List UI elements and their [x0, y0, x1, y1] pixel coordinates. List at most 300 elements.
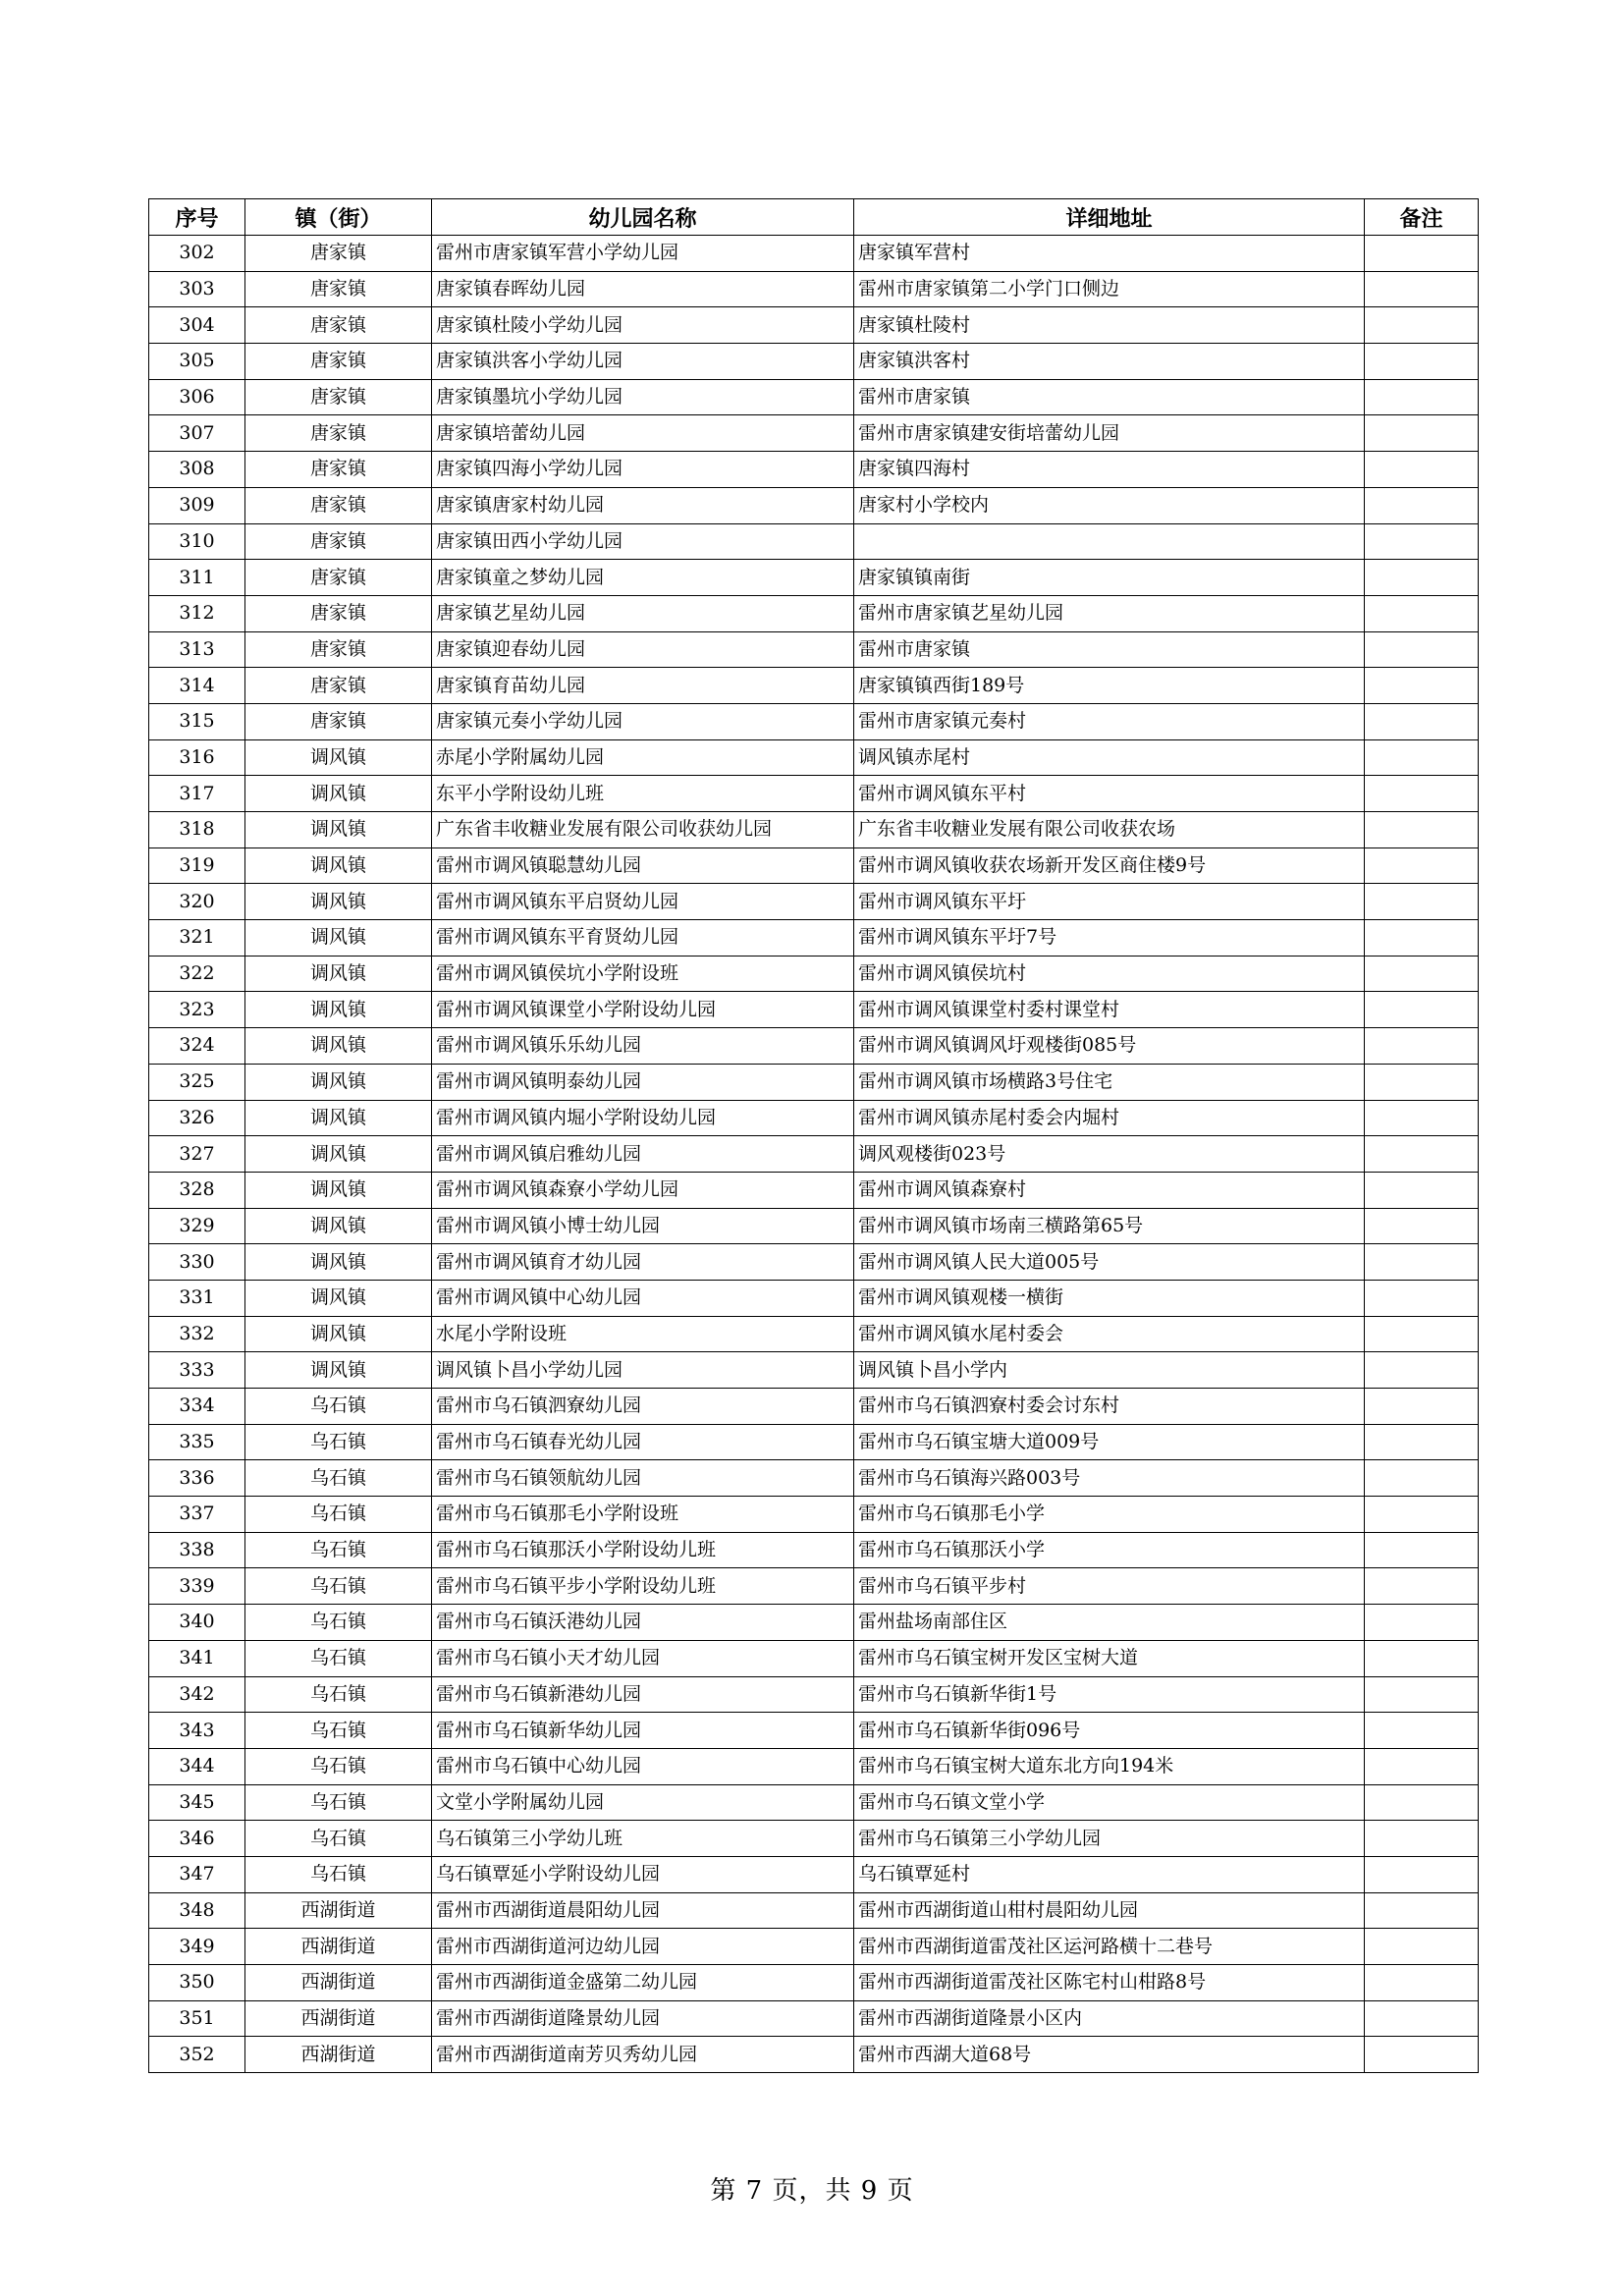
- cell-kindergarten-name: 唐家镇四海小学幼儿园: [432, 452, 854, 488]
- cell-address: 雷州市调风镇森寮村: [854, 1172, 1365, 1208]
- cell-remarks: [1365, 1389, 1479, 1425]
- cell-kindergarten-name: 雷州市乌石镇沃港幼儿园: [432, 1605, 854, 1641]
- table-row: [149, 1676, 1479, 1713]
- table-row: [149, 1424, 1479, 1460]
- cell-kindergarten-name: 唐家镇童之梦幼儿园: [432, 560, 854, 596]
- cell-remarks: [1365, 1352, 1479, 1389]
- cell-serial-number: 314: [149, 668, 245, 704]
- cell-town: 唐家镇: [245, 487, 432, 523]
- cell-remarks: [1365, 1713, 1479, 1749]
- table-row: [149, 236, 1479, 272]
- cell-town: 唐家镇: [245, 379, 432, 415]
- table-row: [149, 415, 1479, 452]
- cell-serial-number: 346: [149, 1821, 245, 1857]
- cell-address: 雷州市调风镇课堂村委村课堂村: [854, 992, 1365, 1028]
- table-row: [149, 1244, 1479, 1281]
- cell-kindergarten-name: 雷州市调风镇东平启贤幼儿园: [432, 884, 854, 920]
- table-body: [149, 236, 1479, 2073]
- cell-town: 调风镇: [245, 1208, 432, 1244]
- cell-address: [854, 523, 1365, 560]
- cell-kindergarten-name: 广东省丰收糖业发展有限公司收获幼儿园: [432, 812, 854, 848]
- cell-remarks: [1365, 703, 1479, 739]
- cell-kindergarten-name: 雷州市调风镇小博士幼儿园: [432, 1208, 854, 1244]
- cell-serial-number: 352: [149, 2037, 245, 2073]
- cell-town: 西湖街道: [245, 1965, 432, 2001]
- cell-kindergarten-name: 雷州市调风镇侯坑小学附设班: [432, 956, 854, 992]
- cell-remarks: [1365, 1064, 1479, 1100]
- cell-town: 唐家镇: [245, 668, 432, 704]
- cell-remarks: [1365, 1280, 1479, 1316]
- cell-kindergarten-name: 唐家镇洪客小学幼儿园: [432, 344, 854, 380]
- cell-address: 雷州市西湖大道68号: [854, 2037, 1365, 2073]
- cell-address: 雷州市唐家镇元奏村: [854, 703, 1365, 739]
- cell-town: 乌石镇: [245, 1821, 432, 1857]
- cell-town: 调风镇: [245, 1280, 432, 1316]
- cell-remarks: [1365, 1929, 1479, 1965]
- table-row: [149, 487, 1479, 523]
- cell-remarks: [1365, 1532, 1479, 1568]
- table-row: [149, 523, 1479, 560]
- cell-serial-number: 309: [149, 487, 245, 523]
- cell-address: 雷州市乌石镇那沃小学: [854, 1532, 1365, 1568]
- cell-address: 雷州市西湖街道山柑村晨阳幼儿园: [854, 1892, 1365, 1929]
- table-row: [149, 1460, 1479, 1497]
- cell-kindergarten-name: 唐家镇元奏小学幼儿园: [432, 703, 854, 739]
- cell-serial-number: 305: [149, 344, 245, 380]
- table-row: [149, 1965, 1479, 2001]
- cell-kindergarten-name: 唐家镇艺星幼儿园: [432, 595, 854, 631]
- cell-town: 西湖街道: [245, 1929, 432, 1965]
- cell-address: 雷州市调风镇侯坑村: [854, 956, 1365, 992]
- cell-remarks: [1365, 739, 1479, 776]
- cell-kindergarten-name: 雷州市乌石镇新港幼儿园: [432, 1676, 854, 1713]
- cell-remarks: [1365, 1605, 1479, 1641]
- kindergarten-table: [148, 198, 1479, 2073]
- table-row: [149, 1748, 1479, 1784]
- cell-remarks: [1365, 956, 1479, 992]
- cell-remarks: [1365, 1784, 1479, 1821]
- cell-kindergarten-name: 唐家镇迎春幼儿园: [432, 631, 854, 668]
- cell-town: 乌石镇: [245, 1497, 432, 1533]
- table-row: [149, 1100, 1479, 1136]
- table-row: [149, 1352, 1479, 1389]
- cell-kindergarten-name: 雷州市乌石镇那毛小学附设班: [432, 1497, 854, 1533]
- cell-town: 乌石镇: [245, 1713, 432, 1749]
- cell-town: 调风镇: [245, 884, 432, 920]
- header-serial-number: 序号: [149, 199, 245, 236]
- cell-kindergarten-name: 调风镇卜昌小学幼儿园: [432, 1352, 854, 1389]
- cell-address: 雷州市调风镇市场横路3号住宅: [854, 1064, 1365, 1100]
- cell-town: 调风镇: [245, 776, 432, 812]
- table-row: [149, 1568, 1479, 1605]
- cell-serial-number: 329: [149, 1208, 245, 1244]
- cell-remarks: [1365, 992, 1479, 1028]
- table-row: [149, 1784, 1479, 1821]
- page-footer: 第 7 页，共 9 页: [710, 2176, 914, 2206]
- cell-town: 乌石镇: [245, 1389, 432, 1425]
- table-row: [149, 2037, 1479, 2073]
- table-row: [149, 1136, 1479, 1173]
- cell-address: 唐家镇镇南街: [854, 560, 1365, 596]
- cell-town: 唐家镇: [245, 236, 432, 272]
- table-row: [149, 560, 1479, 596]
- cell-remarks: [1365, 236, 1479, 272]
- cell-town: 唐家镇: [245, 595, 432, 631]
- table-row: [149, 776, 1479, 812]
- cell-serial-number: 345: [149, 1784, 245, 1821]
- table-row: [149, 812, 1479, 848]
- cell-town: 唐家镇: [245, 344, 432, 380]
- cell-serial-number: 326: [149, 1100, 245, 1136]
- cell-remarks: [1365, 1821, 1479, 1857]
- cell-serial-number: 330: [149, 1244, 245, 1281]
- cell-town: 乌石镇: [245, 1856, 432, 1892]
- cell-kindergarten-name: 雷州市调风镇聪慧幼儿园: [432, 847, 854, 884]
- table-row: [149, 2000, 1479, 2037]
- cell-serial-number: 334: [149, 1389, 245, 1425]
- cell-town: 乌石镇: [245, 1676, 432, 1713]
- cell-address: 雷州市唐家镇第二小学门口侧边: [854, 271, 1365, 307]
- cell-remarks: [1365, 884, 1479, 920]
- cell-remarks: [1365, 379, 1479, 415]
- cell-remarks: [1365, 1856, 1479, 1892]
- cell-town: 乌石镇: [245, 1784, 432, 1821]
- table-row: [149, 1929, 1479, 1965]
- cell-kindergarten-name: 雷州市调风镇东平育贤幼儿园: [432, 920, 854, 957]
- cell-serial-number: 332: [149, 1316, 245, 1352]
- cell-serial-number: 347: [149, 1856, 245, 1892]
- cell-kindergarten-name: 雷州市西湖街道河边幼儿园: [432, 1929, 854, 1965]
- table-row: [149, 307, 1479, 344]
- cell-remarks: [1365, 2000, 1479, 2037]
- cell-serial-number: 312: [149, 595, 245, 631]
- cell-address: 雷州市乌石镇宝树大道东北方向194米: [854, 1748, 1365, 1784]
- cell-town: 唐家镇: [245, 523, 432, 560]
- table-row: [149, 1605, 1479, 1641]
- cell-serial-number: 338: [149, 1532, 245, 1568]
- cell-address: 雷州市乌石镇宝树开发区宝树大道: [854, 1640, 1365, 1676]
- cell-remarks: [1365, 920, 1479, 957]
- cell-serial-number: 316: [149, 739, 245, 776]
- cell-town: 唐家镇: [245, 452, 432, 488]
- cell-town: 唐家镇: [245, 631, 432, 668]
- cell-town: 乌石镇: [245, 1748, 432, 1784]
- cell-remarks: [1365, 307, 1479, 344]
- cell-serial-number: 349: [149, 1929, 245, 1965]
- cell-address: 雷州市调风镇收获农场新开发区商住楼9号: [854, 847, 1365, 884]
- cell-kindergarten-name: 唐家镇杜陵小学幼儿园: [432, 307, 854, 344]
- cell-serial-number: 348: [149, 1892, 245, 1929]
- cell-town: 乌石镇: [245, 1568, 432, 1605]
- cell-kindergarten-name: 文堂小学附属幼儿园: [432, 1784, 854, 1821]
- cell-kindergarten-name: 雷州市西湖街道南芳贝秀幼儿园: [432, 2037, 854, 2073]
- cell-address: 唐家镇镇西街189号: [854, 668, 1365, 704]
- cell-town: 唐家镇: [245, 271, 432, 307]
- table-row: [149, 1892, 1479, 1929]
- cell-kindergarten-name: 赤尾小学附属幼儿园: [432, 739, 854, 776]
- cell-remarks: [1365, 1136, 1479, 1173]
- cell-serial-number: 304: [149, 307, 245, 344]
- cell-address: 调风镇赤尾村: [854, 739, 1365, 776]
- table-row: [149, 992, 1479, 1028]
- cell-serial-number: 333: [149, 1352, 245, 1389]
- cell-address: 雷州市乌石镇新华街096号: [854, 1713, 1365, 1749]
- cell-town: 调风镇: [245, 1316, 432, 1352]
- cell-address: 雷州市唐家镇艺星幼儿园: [854, 595, 1365, 631]
- cell-kindergarten-name: 雷州市乌石镇那沃小学附设幼儿班: [432, 1532, 854, 1568]
- cell-address: 雷州市乌石镇平步村: [854, 1568, 1365, 1605]
- cell-remarks: [1365, 595, 1479, 631]
- cell-remarks: [1365, 487, 1479, 523]
- cell-serial-number: 335: [149, 1424, 245, 1460]
- cell-remarks: [1365, 560, 1479, 596]
- cell-remarks: [1365, 1316, 1479, 1352]
- cell-serial-number: 307: [149, 415, 245, 452]
- cell-serial-number: 319: [149, 847, 245, 884]
- cell-town: 调风镇: [245, 1352, 432, 1389]
- table-row: [149, 1389, 1479, 1425]
- cell-kindergarten-name: 雷州市调风镇乐乐幼儿园: [432, 1028, 854, 1065]
- cell-address: 雷州市调风镇东平村: [854, 776, 1365, 812]
- cell-serial-number: 317: [149, 776, 245, 812]
- cell-kindergarten-name: 唐家镇唐家村幼儿园: [432, 487, 854, 523]
- cell-remarks: [1365, 668, 1479, 704]
- table-row: [149, 884, 1479, 920]
- table-row: [149, 920, 1479, 957]
- cell-remarks: [1365, 2037, 1479, 2073]
- cell-serial-number: 340: [149, 1605, 245, 1641]
- cell-town: 调风镇: [245, 812, 432, 848]
- cell-remarks: [1365, 1497, 1479, 1533]
- cell-serial-number: 344: [149, 1748, 245, 1784]
- cell-serial-number: 303: [149, 271, 245, 307]
- table-row: [149, 847, 1479, 884]
- cell-serial-number: 343: [149, 1713, 245, 1749]
- cell-remarks: [1365, 1748, 1479, 1784]
- cell-remarks: [1365, 415, 1479, 452]
- cell-town: 调风镇: [245, 1028, 432, 1065]
- cell-town: 西湖街道: [245, 1892, 432, 1929]
- cell-kindergarten-name: 雷州市调风镇课堂小学附设幼儿园: [432, 992, 854, 1028]
- table-row: [149, 668, 1479, 704]
- cell-town: 唐家镇: [245, 703, 432, 739]
- cell-town: 调风镇: [245, 1244, 432, 1281]
- cell-remarks: [1365, 1100, 1479, 1136]
- cell-address: 雷州市调风镇观楼一横街: [854, 1280, 1365, 1316]
- cell-remarks: [1365, 1244, 1479, 1281]
- cell-address: 雷州市乌石镇那毛小学: [854, 1497, 1365, 1533]
- cell-town: 调风镇: [245, 1136, 432, 1173]
- cell-remarks: [1365, 812, 1479, 848]
- cell-kindergarten-name: 唐家镇墨坑小学幼儿园: [432, 379, 854, 415]
- table-row: [149, 1856, 1479, 1892]
- cell-address: 调风观楼街023号: [854, 1136, 1365, 1173]
- cell-remarks: [1365, 1640, 1479, 1676]
- table-row: [149, 1172, 1479, 1208]
- cell-address: 雷州市乌石镇文堂小学: [854, 1784, 1365, 1821]
- table-row: [149, 703, 1479, 739]
- cell-kindergarten-name: 雷州市乌石镇小天才幼儿园: [432, 1640, 854, 1676]
- cell-serial-number: 321: [149, 920, 245, 957]
- cell-kindergarten-name: 雷州市调风镇内堀小学附设幼儿园: [432, 1100, 854, 1136]
- cell-kindergarten-name: 雷州市西湖街道金盛第二幼儿园: [432, 1965, 854, 2001]
- cell-serial-number: 336: [149, 1460, 245, 1497]
- cell-remarks: [1365, 271, 1479, 307]
- header-town: 镇（街）: [245, 199, 432, 236]
- cell-serial-number: 306: [149, 379, 245, 415]
- cell-kindergarten-name: 雷州市乌石镇新华幼儿园: [432, 1713, 854, 1749]
- table-row: [149, 1064, 1479, 1100]
- cell-remarks: [1365, 1172, 1479, 1208]
- cell-kindergarten-name: 雷州市调风镇启雅幼儿园: [432, 1136, 854, 1173]
- cell-address: 雷州市西湖街道隆景小区内: [854, 2000, 1365, 2037]
- table-row: [149, 956, 1479, 992]
- cell-serial-number: 308: [149, 452, 245, 488]
- cell-kindergarten-name: 雷州市乌石镇春光幼儿园: [432, 1424, 854, 1460]
- table-row: [149, 631, 1479, 668]
- cell-address: 调风镇卜昌小学内: [854, 1352, 1365, 1389]
- cell-kindergarten-name: 雷州市乌石镇中心幼儿园: [432, 1748, 854, 1784]
- cell-serial-number: 339: [149, 1568, 245, 1605]
- cell-kindergarten-name: 雷州市调风镇育才幼儿园: [432, 1244, 854, 1281]
- cell-kindergarten-name: 雷州市调风镇森寮小学幼儿园: [432, 1172, 854, 1208]
- cell-remarks: [1365, 1965, 1479, 2001]
- cell-address: 雷州市乌石镇泗寮村委会讨东村: [854, 1389, 1365, 1425]
- cell-serial-number: 313: [149, 631, 245, 668]
- cell-kindergarten-name: 唐家镇育苗幼儿园: [432, 668, 854, 704]
- cell-serial-number: 320: [149, 884, 245, 920]
- cell-kindergarten-name: 唐家镇培蕾幼儿园: [432, 415, 854, 452]
- cell-serial-number: 337: [149, 1497, 245, 1533]
- cell-serial-number: 311: [149, 560, 245, 596]
- cell-kindergarten-name: 唐家镇田西小学幼儿园: [432, 523, 854, 560]
- cell-remarks: [1365, 1892, 1479, 1929]
- cell-remarks: [1365, 1028, 1479, 1065]
- header-kindergarten-name: 幼儿园名称: [432, 199, 854, 236]
- table-row: [149, 739, 1479, 776]
- table-row: [149, 1497, 1479, 1533]
- cell-serial-number: 323: [149, 992, 245, 1028]
- cell-address: 唐家村小学校内: [854, 487, 1365, 523]
- cell-town: 调风镇: [245, 1100, 432, 1136]
- table-row: [149, 1532, 1479, 1568]
- cell-serial-number: 302: [149, 236, 245, 272]
- cell-serial-number: 351: [149, 2000, 245, 2037]
- cell-address: 雷州市调风镇调风圩观楼街085号: [854, 1028, 1365, 1065]
- cell-address: 雷州市乌石镇新华街1号: [854, 1676, 1365, 1713]
- cell-address: 雷州盐场南部住区: [854, 1605, 1365, 1641]
- table-row: [149, 595, 1479, 631]
- cell-remarks: [1365, 847, 1479, 884]
- cell-town: 调风镇: [245, 992, 432, 1028]
- cell-address: 雷州市调风镇东平圩: [854, 884, 1365, 920]
- cell-town: 乌石镇: [245, 1460, 432, 1497]
- cell-address: 唐家镇洪客村: [854, 344, 1365, 380]
- cell-kindergarten-name: 雷州市乌石镇平步小学附设幼儿班: [432, 1568, 854, 1605]
- cell-address: 雷州市唐家镇: [854, 379, 1365, 415]
- cell-town: 调风镇: [245, 847, 432, 884]
- cell-town: 乌石镇: [245, 1640, 432, 1676]
- cell-town: 调风镇: [245, 739, 432, 776]
- table-row: [149, 1640, 1479, 1676]
- cell-remarks: [1365, 1568, 1479, 1605]
- cell-serial-number: 324: [149, 1028, 245, 1065]
- table-row: [149, 271, 1479, 307]
- table-row: [149, 1208, 1479, 1244]
- table-row: [149, 344, 1479, 380]
- table-header-row: [149, 199, 1479, 236]
- cell-town: 西湖街道: [245, 2000, 432, 2037]
- table-row: [149, 452, 1479, 488]
- cell-serial-number: 322: [149, 956, 245, 992]
- cell-serial-number: 350: [149, 1965, 245, 2001]
- cell-kindergarten-name: 东平小学附设幼儿班: [432, 776, 854, 812]
- cell-town: 调风镇: [245, 1172, 432, 1208]
- cell-town: 唐家镇: [245, 560, 432, 596]
- cell-town: 乌石镇: [245, 1605, 432, 1641]
- cell-town: 唐家镇: [245, 307, 432, 344]
- cell-remarks: [1365, 523, 1479, 560]
- cell-serial-number: 328: [149, 1172, 245, 1208]
- cell-kindergarten-name: 乌石镇第三小学幼儿班: [432, 1821, 854, 1857]
- cell-kindergarten-name: 雷州市西湖街道晨阳幼儿园: [432, 1892, 854, 1929]
- cell-kindergarten-name: 雷州市调风镇中心幼儿园: [432, 1280, 854, 1316]
- cell-address: 雷州市乌石镇海兴路003号: [854, 1460, 1365, 1497]
- cell-town: 调风镇: [245, 956, 432, 992]
- header-address: 详细地址: [854, 199, 1365, 236]
- cell-remarks: [1365, 452, 1479, 488]
- cell-town: 调风镇: [245, 1064, 432, 1100]
- cell-kindergarten-name: 雷州市唐家镇军营小学幼儿园: [432, 236, 854, 272]
- cell-address: 雷州市唐家镇建安街培蕾幼儿园: [854, 415, 1365, 452]
- cell-serial-number: 331: [149, 1280, 245, 1316]
- cell-kindergarten-name: 雷州市调风镇明泰幼儿园: [432, 1064, 854, 1100]
- cell-remarks: [1365, 1676, 1479, 1713]
- cell-town: 唐家镇: [245, 415, 432, 452]
- cell-serial-number: 341: [149, 1640, 245, 1676]
- table-row: [149, 1280, 1479, 1316]
- cell-address: 雷州市西湖街道雷茂社区陈宅村山柑路8号: [854, 1965, 1365, 2001]
- cell-kindergarten-name: 水尾小学附设班: [432, 1316, 854, 1352]
- cell-town: 乌石镇: [245, 1424, 432, 1460]
- cell-kindergarten-name: 乌石镇覃延小学附设幼儿园: [432, 1856, 854, 1892]
- cell-address: 雷州市调风镇东平圩7号: [854, 920, 1365, 957]
- table-row: [149, 1821, 1479, 1857]
- cell-address: 雷州市调风镇人民大道005号: [854, 1244, 1365, 1281]
- cell-serial-number: 327: [149, 1136, 245, 1173]
- cell-remarks: [1365, 776, 1479, 812]
- cell-remarks: [1365, 1460, 1479, 1497]
- cell-address: 唐家镇四海村: [854, 452, 1365, 488]
- cell-serial-number: 318: [149, 812, 245, 848]
- header-remarks: 备注: [1365, 199, 1479, 236]
- cell-town: 乌石镇: [245, 1532, 432, 1568]
- cell-kindergarten-name: 雷州市西湖街道隆景幼儿园: [432, 2000, 854, 2037]
- cell-remarks: [1365, 344, 1479, 380]
- cell-address: 唐家镇军营村: [854, 236, 1365, 272]
- cell-kindergarten-name: 唐家镇春晖幼儿园: [432, 271, 854, 307]
- table-row: [149, 379, 1479, 415]
- cell-address: 雷州市调风镇水尾村委会: [854, 1316, 1365, 1352]
- cell-serial-number: 342: [149, 1676, 245, 1713]
- cell-remarks: [1365, 1424, 1479, 1460]
- cell-address: 雷州市西湖街道雷茂社区运河路横十二巷号: [854, 1929, 1365, 1965]
- kindergarten-table-container: [148, 198, 1478, 2073]
- cell-serial-number: 325: [149, 1064, 245, 1100]
- cell-remarks: [1365, 1208, 1479, 1244]
- cell-kindergarten-name: 雷州市乌石镇泗寮幼儿园: [432, 1389, 854, 1425]
- cell-address: 唐家镇杜陵村: [854, 307, 1365, 344]
